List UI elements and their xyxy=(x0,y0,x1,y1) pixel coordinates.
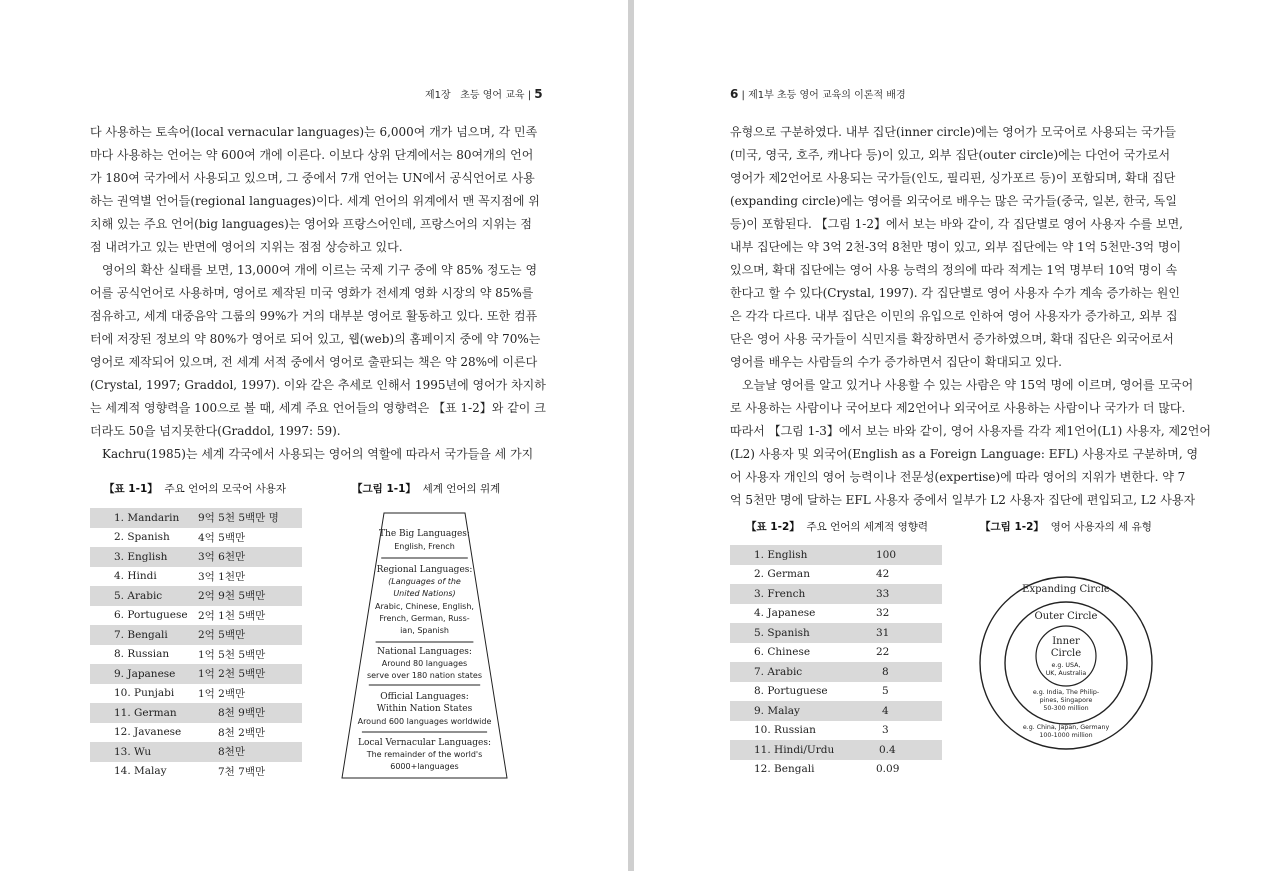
chapter-title: 초등 영어 교육 xyxy=(460,90,525,101)
text-line: 오늘날 영어를 알고 있거나 사용할 수 있는 사람은 약 15억 명에 이르며, 영어를 모국어 xyxy=(742,378,1194,392)
text-line: 어를 공식언어로 사용하며, 영어로 제작된 미국 영화가 전세계 영화 시장의 약 85%를 xyxy=(90,286,534,300)
table-row xyxy=(90,547,302,567)
table-row xyxy=(90,606,302,626)
national-languages-title: National Languages: xyxy=(377,647,472,657)
cell-language: 5. Spanish xyxy=(730,623,876,643)
table-row xyxy=(90,528,302,548)
cell-language: 11. German xyxy=(90,703,198,723)
cell-language: 7. Arabic xyxy=(730,662,876,682)
official-languages-desc: Around 600 languages worldwide xyxy=(357,717,492,726)
cell-language: 3. French xyxy=(730,584,876,604)
cell-language: 2. German xyxy=(754,568,810,581)
cell-speakers: 2억 1천 5백만 xyxy=(198,609,266,622)
expanding-circle-title: Expanding Circle xyxy=(1022,584,1110,595)
text-line: 는 세계적 영향력을 100으로 볼 때, 세계 주요 언어들의 영향력은 【표 1-2】와 같이 크 xyxy=(90,401,546,415)
cell-speakers: 9억 5천 5백만 명 xyxy=(198,508,302,528)
cell-speakers: 2억 5백만 xyxy=(198,625,302,645)
outer-circle-note: pines, Singapore xyxy=(1039,697,1093,704)
cell-language: 4. Japanese xyxy=(754,607,816,620)
cell-language: 7. Bengali xyxy=(90,625,198,645)
local-languages-desc: 6000+languages xyxy=(390,762,459,771)
cell-influence: 22 xyxy=(876,646,890,659)
expanding-circle-note: 100-1000 million xyxy=(1039,732,1093,739)
inner-circle-title: Circle xyxy=(1050,648,1082,659)
cell-language: 9. Malay xyxy=(730,701,876,721)
text-line: (미국, 영국, 호주, 캐나다 등)이 있고, 외부 집단(outer circle)에는 다언어 국가로서 xyxy=(730,148,1171,162)
text-line: 다 사용하는 토속어(local vernacular languages)는 6,000여 개가 넘으며, 각 민족 xyxy=(90,125,538,139)
table-caption xyxy=(104,481,286,496)
table-row xyxy=(730,643,942,663)
cell-language: 1. English xyxy=(730,545,876,565)
cell-language: 13. Wu xyxy=(90,742,198,762)
cell-speakers: 8천 2백만 xyxy=(218,726,266,739)
local-languages-title: Local Vernacular Languages: xyxy=(357,738,492,748)
cell-language: 3. English xyxy=(90,547,198,567)
language-hierarchy-pyramid xyxy=(338,508,512,782)
table-row xyxy=(730,662,942,682)
text-line: 억 5천만 명에 달하는 EFL 사용자 중에서 일부가 L2 사용자 집단에 편입되고, L2 사용자 xyxy=(730,493,1196,507)
cell-influence: 0.09 xyxy=(876,763,900,776)
cell-speakers: 3억 1천만 xyxy=(198,570,246,583)
page-number: 5 xyxy=(534,87,543,101)
regional-languages-note: (Languages of the xyxy=(388,577,461,586)
cell-language: 4. Hindi xyxy=(114,570,157,583)
text-line: 가 180여 국가에서 사용되고 있으며, 그 중에서 7개 언어는 UN에서 공식언어로 사용 xyxy=(90,171,535,185)
caption-label: 【그림 1-2】 xyxy=(980,521,1044,533)
table-row xyxy=(90,684,302,704)
table-caption xyxy=(746,519,928,534)
inner-circle-title: Inner xyxy=(1052,636,1080,647)
table-row xyxy=(90,567,302,587)
cell-influence: 33 xyxy=(876,584,942,604)
cell-influence: 32 xyxy=(876,607,890,620)
regional-languages-desc: ian, Spanish xyxy=(400,626,449,635)
table-row xyxy=(730,584,942,604)
text-line: 터에 저장된 정보의 약 80%가 영어로 되어 있고, 웹(web)의 홈페이지 중에 약 70%는 xyxy=(90,332,541,346)
local-languages-desc: The remainder of the world's xyxy=(366,750,483,759)
table-row xyxy=(730,604,942,624)
text-line: 영어가 제2언어로 사용되는 국가들(인도, 필리핀, 싱가포르 등)이 포함되며, 확대 집단 xyxy=(730,171,1176,185)
text-line: (Crystal, 1997; Graddol, 1997). 이와 같은 추세로 인해서 1995년에 영어가 차지하 xyxy=(90,378,546,392)
caption-title: 세계 언어의 위계 xyxy=(422,483,501,495)
table-row xyxy=(90,625,302,645)
cell-influence: 4 xyxy=(876,701,942,721)
table-row xyxy=(90,664,302,684)
cell-speakers: 2억 9천 5백만 xyxy=(198,586,302,606)
caption-label: 【그림 1-1】 xyxy=(352,483,416,495)
three-circles-diagram xyxy=(970,570,1162,760)
table-row xyxy=(90,508,302,528)
cell-language: 14. Malay xyxy=(114,765,167,778)
caption-title: 주요 언어의 모국어 사용자 xyxy=(164,483,287,495)
text-line: 내부 집단에는 약 3억 2천-3억 8천만 명이 있고, 외부 집단에는 약 1억 5천만-3억 명이 xyxy=(730,240,1182,254)
figure-caption xyxy=(352,481,500,496)
part-title: 초등 영어 교육의 이론적 배경 xyxy=(776,90,906,101)
caption-title: 주요 언어의 세계적 영향력 xyxy=(806,521,929,533)
text-line: 등)이 포함된다. 【그림 1-2】에서 보는 바와 같이, 각 집단별로 영어 사용자 수를 보면, xyxy=(730,217,1183,231)
outer-circle-note: 50-300 million xyxy=(1043,705,1089,712)
cell-language: 2. Spanish xyxy=(114,531,170,544)
text-line: 점 내려가고 있는 반면에 영어의 지위는 점점 상승하고 있다. xyxy=(90,240,403,254)
cell-language: 11. Hindi/Urdu xyxy=(730,740,876,760)
table-row xyxy=(730,565,942,585)
cell-speakers: 4억 5백만 xyxy=(198,531,246,544)
cell-language: 10. Punjabi xyxy=(114,687,175,700)
caption-label: 【표 1-1】 xyxy=(104,483,158,495)
cell-influence: 8 xyxy=(876,662,942,682)
big-languages-title: The Big Languages: xyxy=(379,529,470,539)
regional-languages-note: United Nations) xyxy=(393,589,456,598)
text-line: 영어의 확산 실태를 보면, 13,000여 개에 이르는 국제 기구 중에 약 85% 정도는 영 xyxy=(102,263,538,277)
text-line: Kachru(1985)는 세계 각국에서 사용되는 영어의 역할에 따라서 국가들을 세 가지 xyxy=(102,447,534,461)
cell-speakers: 8천만 xyxy=(198,742,302,762)
text-line: 있으며, 확대 집단에는 영어 사용 능력의 정의에 따라 적게는 1억 명부터 10억 명이 속 xyxy=(730,263,1178,277)
page-number: 6 xyxy=(730,87,739,101)
big-languages-desc: English, French xyxy=(394,542,455,551)
table-row xyxy=(730,545,942,565)
running-header: 6 | 제1부 초등 영어 교육의 이론적 배경 xyxy=(730,87,906,101)
expanding-circle-note: e.g. China, Japan, Germany xyxy=(1022,724,1110,731)
inner-circle-note: UK, Australia xyxy=(1045,670,1087,677)
text-line: 더라도 50을 넘지못한다(Graddol, 1997: 59). xyxy=(90,424,341,438)
cell-language: 10. Russian xyxy=(754,724,816,737)
cell-language: 8. Portuguese xyxy=(754,685,828,698)
cell-influence: 31 xyxy=(876,623,942,643)
table-row xyxy=(90,762,302,782)
table-row xyxy=(730,721,942,741)
body-text xyxy=(90,121,546,466)
official-languages-title: Official Languages: xyxy=(380,692,469,702)
body-text xyxy=(730,121,1211,512)
regional-languages-title: Regional Languages: xyxy=(376,565,473,575)
inner-circle-note: e.g. USA, xyxy=(1051,662,1081,669)
cell-language: 9. Japanese xyxy=(90,664,198,684)
national-languages-desc: serve over 180 nation states xyxy=(366,671,483,680)
right-page xyxy=(634,0,1263,871)
table-row xyxy=(730,701,942,721)
regional-languages-desc: French, German, Russ- xyxy=(379,614,470,623)
table-row xyxy=(730,682,942,702)
text-line: 따라서 【그림 1-3】에서 보는 바와 같이, 영어 사용자를 각각 제1언어(L1) 사용자, 제2언어 xyxy=(730,424,1211,438)
cell-language: 6. Portuguese xyxy=(114,609,188,622)
text-line: 영어를 배우는 사람들의 수가 증가하면서 집단이 확대되고 있다. xyxy=(730,355,1062,369)
text-line: 한다고 할 수 있다(Crystal, 1997). 각 집단별로 영어 사용자 수가 계속 증가하는 원인 xyxy=(730,286,1180,300)
text-line: 치해 있는 주요 언어(big languages)는 영어와 프랑스어인데, 프랑스어의 지위는 점 xyxy=(90,217,532,231)
cell-language: 1. Mandarin xyxy=(90,508,198,528)
cell-influence: 5 xyxy=(882,685,889,698)
cell-speakers: 8천 9백만 xyxy=(198,703,302,723)
text-line: (L2) 사용자 및 외국어(English as a Foreign Language: EFL) 사용자로 구분하며, 영 xyxy=(730,447,1199,461)
cell-language: 12. Javanese xyxy=(114,726,182,739)
text-line: 은 각각 다르다. 내부 집단은 이민의 유입으로 인하여 영어 사용자가 증가하고, 외부 집 xyxy=(730,309,1178,323)
cell-language: 6. Chinese xyxy=(754,646,811,659)
cell-language: 5. Arabic xyxy=(90,586,198,606)
caption-label: 【표 1-2】 xyxy=(746,521,800,533)
table-row xyxy=(90,586,302,606)
regional-languages-desc: Arabic, Chinese, English, xyxy=(375,602,474,611)
cell-influence: 42 xyxy=(876,568,890,581)
text-line: 유형으로 구분하였다. 내부 집단(inner circle)에는 영어가 모국어로 사용되는 국가들 xyxy=(730,125,1176,139)
table-row xyxy=(730,740,942,760)
national-languages-desc: Around 80 languages xyxy=(381,659,468,668)
outer-circle-note: e.g. India, The Philip- xyxy=(1032,689,1100,696)
text-line: 로 사용하는 사람이나 국어보다 제2언어나 외국어로 사용하는 사람이나 국가가 더 많다. xyxy=(730,401,1186,415)
influence-table xyxy=(730,545,942,779)
caption-title: 영어 사용자의 세 유형 xyxy=(1050,521,1152,533)
table-row xyxy=(90,742,302,762)
cell-influence: 100 xyxy=(876,545,942,565)
part-label: 제1부 xyxy=(748,90,774,101)
text-line: 점유하고, 세계 대중음악 그룹의 99%가 거의 대부분 영어로 활동하고 있다. 또한 컴퓨 xyxy=(90,309,538,323)
cell-influence: 3 xyxy=(882,724,889,737)
cell-influence: 0.4 xyxy=(876,740,942,760)
table-row xyxy=(90,723,302,743)
text-line: (expanding circle)에는 영어를 외국어로 배우는 많은 국가들(중국, 일본, 한국, 독일 xyxy=(730,194,1177,208)
text-line: 단은 영어 사용 국가들이 식민지를 확장하면서 증가하였으며, 확대 집단은 외국어로서 xyxy=(730,332,1174,346)
outer-circle-title: Outer Circle xyxy=(1034,611,1098,622)
figure-caption xyxy=(980,519,1152,534)
table-row xyxy=(90,703,302,723)
table-row xyxy=(730,760,942,780)
cell-speakers: 7천 7백만 xyxy=(218,765,266,778)
text-line: 어 사용자 개인의 영어 능력이나 전문성(expertise)에 따라 영어의 지위가 변한다. 약 7 xyxy=(730,470,1186,484)
table-row xyxy=(90,645,302,665)
running-header: 제1장 초등 영어 교육 | 5 xyxy=(425,87,543,101)
chapter-label: 제1장 xyxy=(425,90,451,101)
table-row xyxy=(730,623,942,643)
cell-speakers: 1억 5천 5백만 xyxy=(198,648,266,661)
cell-speakers: 1억 2백만 xyxy=(198,687,246,700)
cell-speakers: 1억 2천 5백만 xyxy=(198,664,302,684)
cell-speakers: 3억 6천만 xyxy=(198,547,302,567)
text-line: 영어로 제작되어 있으며, 전 세계 서적 중에서 영어로 출판되는 책은 약 28%에 이른다 xyxy=(90,355,538,369)
left-page xyxy=(0,0,628,871)
official-languages-desc: Within Nation States xyxy=(376,704,473,714)
text-line: 하는 권역별 언어들(regional languages)이다. 세계 언어의 위계에서 맨 꼭지점에 위 xyxy=(90,194,540,208)
native-speakers-table xyxy=(90,508,302,781)
text-line: 마다 사용하는 언어는 약 600여 개에 이른다. 이보다 상위 단계에서는 80여개의 언어 xyxy=(90,148,534,162)
cell-language: 8. Russian xyxy=(114,648,170,661)
cell-language: 12. Bengali xyxy=(754,763,815,776)
